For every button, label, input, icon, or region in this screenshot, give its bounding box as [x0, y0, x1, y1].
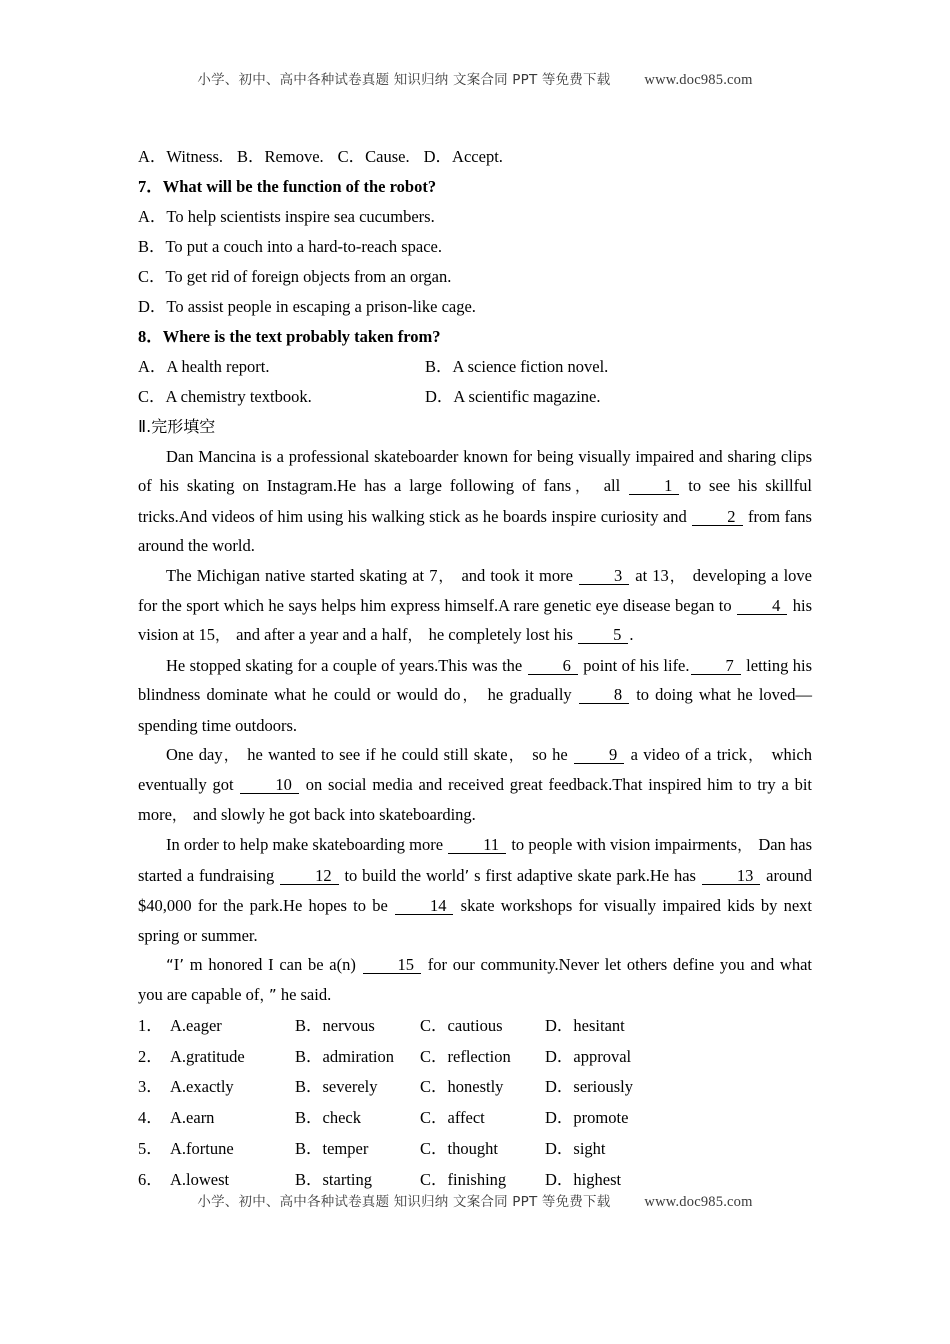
question-8-option-b: B．A science fiction novel. [425, 357, 609, 376]
answer-row-5-option-b[interactable]: B．temper [295, 1138, 369, 1158]
p4-comma-2: ， [507, 746, 527, 765]
p3-text-1: He stopped skating for a couple of years.This was the [166, 655, 527, 675]
p2-text-4: developing a love for the sport which he says helps him express himself.A rare genetic eye disease began to [138, 565, 812, 616]
p6-text-2: m honored I can be a(n) [184, 954, 362, 974]
page-footer-chinese-text: 小学、初中、高中各种试卷真题 知识归纳 文案合同 PPT 等免费下载 [197, 1194, 611, 1210]
cloze-blank-1[interactable]: 1 [629, 477, 679, 495]
cloze-blank-7[interactable]: 7 [691, 657, 741, 675]
cloze-paragraph-1 [138, 442, 812, 561]
cloze-section-heading [138, 412, 812, 442]
p5-text-7: skate workshops for visually impaired kids by next spring or summer. [138, 896, 813, 945]
cloze-answer-options [138, 1011, 812, 1196]
question-8-option-d: D．A scientific magazine. [425, 387, 601, 406]
q6-option-d: D．Accept. [423, 147, 503, 166]
answer-option-row-2 [138, 1042, 812, 1073]
answer-row-4-number: 4． [138, 1108, 163, 1128]
cloze-blank-3[interactable]: 3 [579, 567, 629, 585]
question-7-number: 7． [138, 177, 163, 196]
p4-comma-4: ， [171, 805, 189, 824]
p6-comma-1: ， [259, 986, 269, 1005]
answer-row-4-option-d[interactable]: D．promote [545, 1108, 629, 1128]
p4-comma-1: ， [222, 746, 242, 765]
p4-text-5: which eventually got [138, 745, 812, 795]
question-7-option-c [138, 262, 812, 292]
answer-row-4-option-b[interactable]: B．check [295, 1108, 361, 1128]
question-8-number: 8． [138, 327, 163, 346]
question-7-option-a [138, 202, 812, 232]
p3-text-3: letting his blindness dominate what he could or would do [138, 655, 812, 705]
question-7-option-d-label: D．To assist people in escaping a prison-like cage. [138, 297, 476, 316]
question-7-text: What will be the function of the robot? [162, 177, 437, 196]
p6-text-1: I [173, 954, 180, 974]
p2-text-6: and after a year and a half [232, 625, 408, 645]
p2-text-8: . [629, 625, 634, 645]
page-footer [138, 1190, 812, 1211]
cloze-blank-6[interactable]: 6 [528, 657, 578, 675]
cloze-paragraph-4 [138, 740, 812, 830]
question-7-option-d [138, 292, 812, 322]
p4-text-7: and slowly he got back into skateboarding. [188, 804, 476, 824]
p6-apostrophe: ’ [179, 955, 185, 974]
answer-row-3-number: 3． [138, 1077, 163, 1097]
answer-row-6-option-a[interactable]: A.lowest [170, 1169, 230, 1189]
p2-text-1: The Michigan native started skating at 7 [166, 565, 438, 585]
p6-quote-open: “ [166, 955, 174, 974]
p6-quote-close: ” [268, 986, 277, 1005]
answer-row-5-option-d[interactable]: D．sight [545, 1138, 606, 1158]
answer-row-5-number: 5． [138, 1138, 163, 1158]
answer-row-1-option-b[interactable]: B．nervous [295, 1015, 375, 1035]
p5-text-3: Dan has started a fundraising [138, 835, 812, 885]
question-7-stem [138, 172, 812, 202]
answer-row-3-option-d[interactable]: D．seriously [545, 1077, 633, 1097]
p1-text-1: Dan Mancina is a professional skateboarder known for being visually impaired and sharing clips of his skating on Instagram.He has a large following of fans [138, 447, 812, 496]
cloze-blank-15[interactable]: 15 [363, 956, 422, 974]
answer-row-6-option-b[interactable]: B．starting [295, 1169, 372, 1189]
document-body [138, 142, 812, 1196]
answer-row-3-option-b[interactable]: B．severely [295, 1077, 378, 1097]
page-footer-url: www.doc985.com [644, 1194, 753, 1210]
p3-text-2: point of his life. [578, 655, 690, 675]
question-8-options-row-1 [138, 352, 812, 382]
cloze-paragraph-5 [138, 830, 812, 950]
p2-text-5: his vision at 15 [138, 596, 812, 645]
cloze-blank-11[interactable]: 11 [448, 836, 506, 854]
answer-row-4-option-c[interactable]: C．affect [420, 1108, 485, 1128]
q6-option-c: C．Cause. [337, 147, 410, 166]
question-7-option-a-label: A．To help scientists inspire sea cucumbers. [138, 207, 435, 226]
cloze-paragraph-2 [138, 561, 812, 651]
cloze-blank-10[interactable]: 10 [240, 776, 299, 794]
answer-option-row-3 [138, 1072, 812, 1103]
p6-text-3: for our community.Never let others define you and what you are capable of [138, 954, 812, 1005]
answer-option-row-1 [138, 1011, 812, 1042]
cloze-blank-9[interactable]: 9 [574, 746, 624, 764]
p4-comma-3: ， [747, 746, 767, 765]
cloze-section-title: .完形填空 [146, 417, 216, 436]
p2-comma-1: ， [437, 566, 457, 585]
p3-comma-1: ， [460, 686, 482, 705]
p5-apostrophe: ’ [464, 866, 470, 885]
answer-row-2-option-d[interactable]: D．approval [545, 1046, 632, 1066]
p5-text-2: to people with vision impairments [507, 835, 738, 855]
p4-text-3: so he [526, 745, 574, 765]
question-8-stem [138, 322, 812, 352]
answer-row-5-option-a[interactable]: A.fortune [170, 1138, 234, 1158]
question-8-option-a: A．A health report. [138, 357, 270, 376]
p2-text-3: at 13 [630, 565, 669, 585]
p2-text-7: he completely lost his [424, 625, 578, 645]
cloze-paragraph-6 [138, 950, 812, 1011]
p2-comma-4: ， [407, 626, 425, 645]
q6-option-b: B．Remove. [237, 147, 324, 166]
page-header [138, 68, 812, 89]
answer-row-1-option-c[interactable]: C．cautious [420, 1015, 503, 1035]
answer-row-1-number: 1． [138, 1015, 163, 1035]
p3-text-5: to doing what he loved—spending time outdoors. [138, 685, 812, 735]
answer-row-1-option-d[interactable]: D．hesitant [545, 1015, 625, 1035]
question-7-option-c-label: C．To get rid of foreign objects from an organ. [138, 267, 452, 286]
p6-text-4: he said. [276, 985, 332, 1005]
cloze-blank-2[interactable]: 2 [692, 508, 742, 526]
p1-text-3: to see his skillful tricks.And videos of him using his walking stick as he boards inspire curiosity and [138, 476, 812, 526]
question-8-options-row-2 [138, 382, 812, 412]
answer-row-6-option-c[interactable]: C．finishing [420, 1169, 507, 1189]
question-6-options-line [138, 142, 812, 172]
p5-text-5: s first adaptive skate park.He has [469, 865, 701, 885]
p1-comma-1: ， [571, 477, 596, 496]
p5-text-6: around $40,000 for the park.He hopes to be [138, 865, 813, 916]
answer-row-3-option-c[interactable]: C．honestly [420, 1077, 504, 1097]
answer-row-2-number: 2． [138, 1046, 163, 1066]
p4-text-2: he wanted to see if he could still skate [241, 745, 508, 765]
question-7-option-b [138, 232, 812, 262]
cloze-blank-8[interactable]: 8 [579, 686, 629, 704]
cloze-blank-14[interactable]: 14 [395, 897, 454, 915]
p4-text-1: One day [166, 745, 223, 765]
answer-row-2-option-c[interactable]: C．reflection [420, 1046, 511, 1066]
answer-row-3-option-a[interactable]: A.exactly [170, 1077, 234, 1097]
cloze-blank-4[interactable]: 4 [737, 597, 787, 615]
answer-row-5-option-c[interactable]: C．thought [420, 1138, 498, 1158]
page-header-chinese-text: 小学、初中、高中各种试卷真题 知识归纳 文案合同 PPT 等免费下载 [197, 72, 611, 88]
answer-row-2-option-a[interactable]: A.gratitude [170, 1046, 245, 1066]
page-header-url: www.doc985.com [644, 72, 753, 88]
cloze-blank-13[interactable]: 13 [702, 867, 761, 885]
cloze-paragraph-3 [138, 651, 812, 740]
p2-text-2: and took it more [456, 565, 578, 585]
question-8-option-c: C．A chemistry textbook. [138, 387, 312, 406]
answer-option-row-5 [138, 1134, 812, 1165]
p2-comma-2: ， [668, 566, 688, 585]
p1-text-2: all [595, 476, 629, 496]
p5-text-4: to build the world [339, 865, 465, 885]
p5-text-1: In order to help make skateboarding more [166, 835, 448, 855]
p4-text-4: a video of a trick [625, 745, 748, 765]
q6-option-a: A．Witness. [138, 147, 224, 166]
p5-comma-1: ， [737, 836, 755, 855]
answer-row-1-option-a[interactable]: A.eager [170, 1015, 222, 1035]
answer-option-row-4 [138, 1103, 812, 1134]
p2-comma-3: ， [215, 626, 233, 645]
question-8-text: Where is the text probably taken from? [162, 327, 441, 346]
answer-row-6-number: 6． [138, 1169, 163, 1189]
p1-text-4: from fans around the world. [138, 506, 812, 556]
answer-row-4-option-a[interactable]: A.earn [170, 1108, 215, 1128]
cloze-blank-5[interactable]: 5 [578, 626, 628, 644]
answer-row-6-option-d[interactable]: D．highest [545, 1169, 622, 1189]
p4-text-6: on social media and received great feedback.That inspired him to try a bit more [138, 775, 812, 824]
cloze-section-numeral: Ⅱ [138, 417, 147, 436]
p3-text-4: he gradually [481, 685, 578, 705]
answer-row-2-option-b[interactable]: B．admiration [295, 1046, 394, 1066]
cloze-blank-12[interactable]: 12 [280, 867, 339, 885]
question-7-option-b-label: B．To put a couch into a hard-to-reach space. [138, 237, 442, 256]
